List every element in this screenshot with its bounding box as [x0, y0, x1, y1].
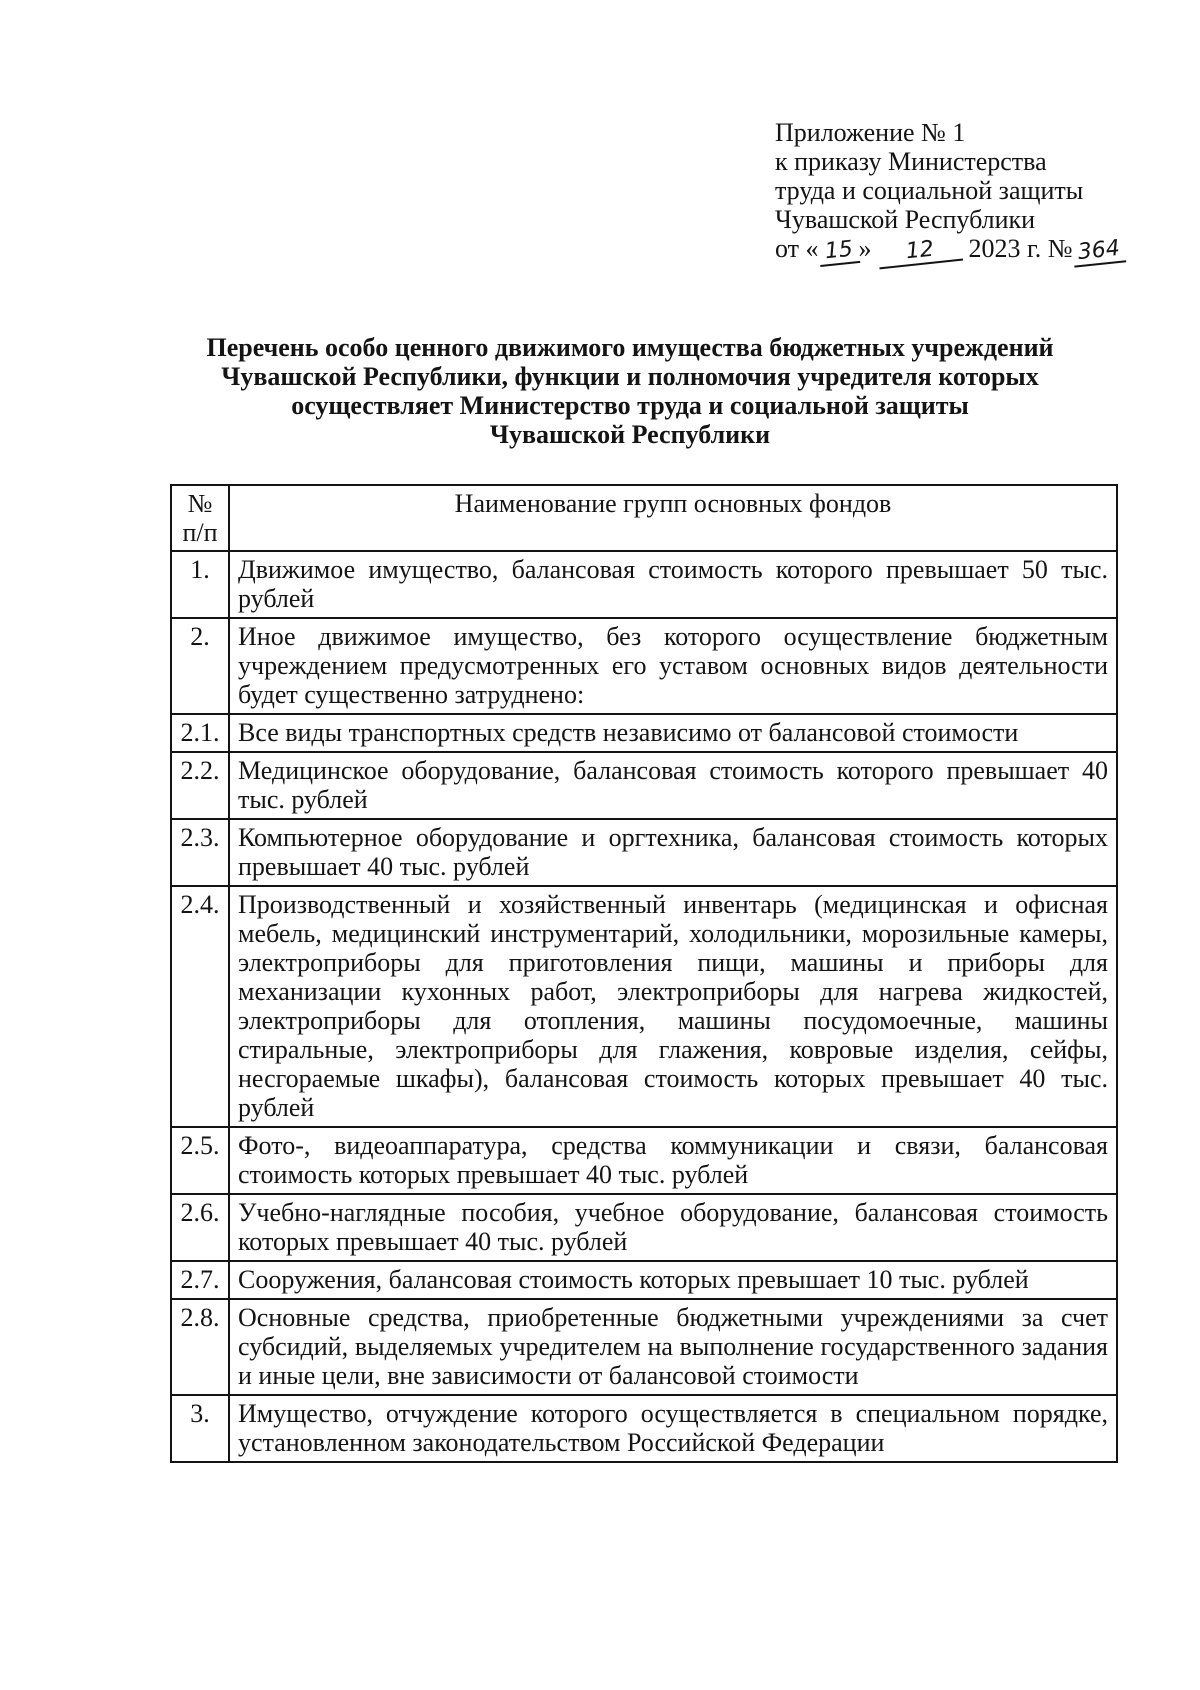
row-num: 2.6.	[171, 1194, 229, 1261]
row-num: 2.4.	[171, 886, 229, 1127]
header-num: № п/п	[171, 485, 229, 551]
table-row	[171, 819, 1117, 886]
row-num: 3.	[171, 1395, 229, 1462]
table-row	[171, 618, 1117, 714]
table-row	[171, 1261, 1117, 1299]
table-row	[171, 1395, 1117, 1462]
row-name: Имущество, отчуждение которого осуществляется в специальном порядке, установленном законодательством Российской Федерации	[229, 1395, 1117, 1462]
row-name: Сооружения, балансовая стоимость которых превышает 10 тыс. рублей	[229, 1261, 1117, 1299]
row-num: 2.1.	[171, 714, 229, 752]
row-name: Все виды транспортных средств независимо от балансовой стоимости	[229, 714, 1117, 752]
row-name: Фото-, видеоаппаратура, средства коммуникации и связи, балансовая стоимость которых превышает 40 тыс. рублей	[229, 1127, 1117, 1194]
title-line: Перечень особо ценного движимого имущества бюджетных учреждений	[206, 333, 1054, 362]
appendix-line: Чувашской Республики	[775, 205, 1036, 234]
row-name: Производственный и хозяйственный инвентарь (медицинская и офисная мебель, медицинский инструментарий, холодильники, морозильные камеры, электроприборы для приготовления пищи, машины и приборы для механизации кухонных работ, электроприборы для нагрева жидкостей, электроприборы для отопления, машины посудомоечные, машины стиральные, электроприборы для глажения, ковровые изделия, сейфы, несгораемые шкафы), балансовая стоимость которых превышает 40 тыс. рублей	[229, 886, 1117, 1127]
table-row	[171, 752, 1117, 819]
row-num: 2.5.	[171, 1127, 229, 1194]
handwritten-month: 12	[877, 235, 963, 270]
row-name: Движимое имущество, балансовая стоимость которого превышает 50 тыс. рублей	[229, 551, 1117, 618]
appendix-date-line	[775, 234, 1125, 265]
fixed-assets-table	[170, 484, 1118, 1463]
table-row	[171, 886, 1117, 1127]
table-row	[171, 1127, 1117, 1194]
handwritten-day: 15	[817, 237, 859, 267]
row-name: Учебно-наглядные пособия, учебное оборудование, балансовая стоимость которых превышает 40 тыс. рублей	[229, 1194, 1117, 1261]
table-row	[171, 1299, 1117, 1395]
appendix-line: труда и социальной защиты	[775, 176, 1084, 205]
document-title	[170, 333, 1090, 449]
handwritten-order-number: 364	[1071, 236, 1125, 267]
appendix-line: к приказу Министерства	[775, 147, 1047, 176]
row-num: 2.	[171, 618, 229, 714]
title-line: осуществляет Министерство труда и социальной защиты	[291, 391, 969, 420]
row-num: 1.	[171, 551, 229, 618]
date-year: 2023 г. №	[968, 234, 1073, 263]
header-name: Наименование групп основных фондов	[229, 485, 1117, 551]
title-line: Чувашской Республики, функции и полномочия учредителя которых	[221, 362, 1039, 391]
row-num: 2.8.	[171, 1299, 229, 1395]
table-row	[171, 1194, 1117, 1261]
row-num: 2.2.	[171, 752, 229, 819]
date-prefix: от «	[775, 234, 819, 263]
date-mid: »	[858, 234, 872, 263]
table-header-row	[171, 485, 1117, 551]
appendix-line: Приложение № 1	[775, 118, 966, 147]
table-row	[171, 551, 1117, 618]
row-name: Компьютерное оборудование и оргтехника, балансовая стоимость которых превышает 40 тыс. рублей	[229, 819, 1117, 886]
row-num: 2.7.	[171, 1261, 229, 1299]
title-line: Чувашской Республики	[489, 420, 771, 449]
row-name: Основные средства, приобретенные бюджетными учреждениями за счет субсидий, выделяемых учредителем на выполнение государственного задания и иные цели, вне зависимости от балансовой стоимости	[229, 1299, 1117, 1395]
row-name: Медицинское оборудование, балансовая стоимость которого превышает 40 тыс. рублей	[229, 752, 1117, 819]
table-row	[171, 714, 1117, 752]
row-num: 2.3.	[171, 819, 229, 886]
row-name: Иное движимое имущество, без которого осуществление бюджетным учреждением предусмотренных его уставом основных видов деятельности будет существенно затруднено:	[229, 618, 1117, 714]
appendix-header	[775, 118, 1125, 265]
